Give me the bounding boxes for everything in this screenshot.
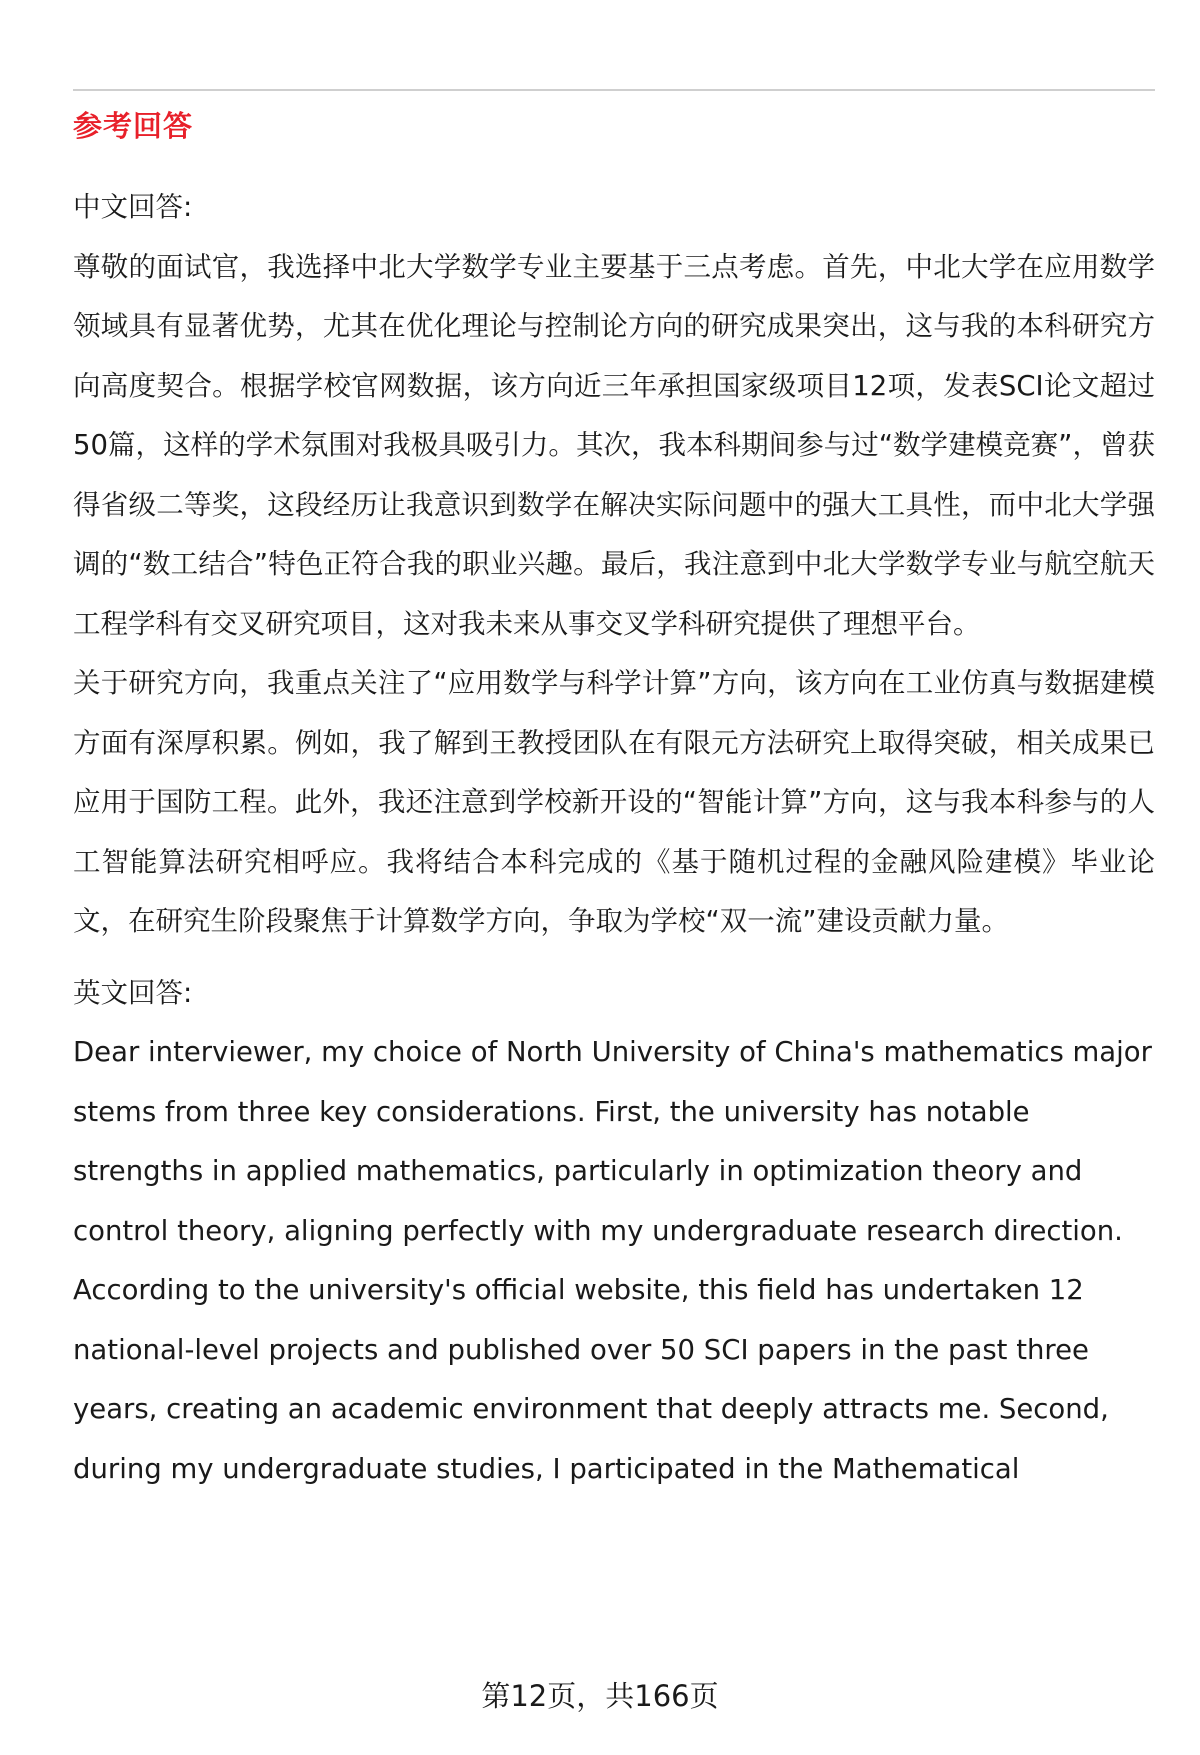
answer-body [73,178,1155,1499]
section-title: 参考回答 [73,109,194,143]
english-paragraph: Dear interviewer, my choice of North University of China's mathematics major stems from three key considerations. First, the university has notable strengths in applied mathematics, particularly in optimization theory and control theory, aligning perfectly with my undergraduate research direction. According to the university's official website, this field has undertaken 12 national-level projects and published over 50 SCI papers in the past three years, creating an academic environment that deeply attracts me. Second, during my undergraduate studies, I participated in the Mathematical [73,1036,1152,1485]
chinese-answer-label: 中文回答: [73,191,193,223]
english-answer-label: 英文回答: [73,976,193,1009]
chinese-paragraph-2: 关于研究方向，我重点关注了“应用数学与科学计算”方向，该方向在工业仿真与数据建模方面有深厚积累。例如，我了解到王教授团队在有限元方法研究上取得突破，相关成果已应用于国防工程。此外，我还注意到学校新开设的“智能计算”方向，这与我本科参与的人工智能算法研究相呼应。我将结合本科完成的《基于随机过程的金融风险建模》毕业论文，在研究生阶段聚焦于计算数学方向，争取为学校“双一流”建设贡献力量。 [73,667,1155,937]
chinese-paragraph-1: 尊敬的面试官，我选择中北大学数学专业主要基于三点考虑。首先，中北大学在应用数学领域具有显著优势，尤其在优化理论与控制论方向的研究成果突出，这与我的本科研究方向高度契合。根据学校官网数据，该方向近三年承担国家级项目12项，发表SCI论文超过50篇，这样的学术氛围对我极具吸引力。其次，我本科期间参与过“数学建模竞赛”，曾获得省级二等奖，这段经历让我意识到数学在解决实际问题中的强大工具性，而中北大学强调的“数工结合”特色正符合我的职业兴趣。最后，我注意到中北大学数学专业与航空航天工程学科有交叉研究项目，这对我未来从事交叉学科研究提供了理想平台。 [73,250,1155,640]
page-number-footer: 第12页，共166页 [481,1679,719,1713]
top-divider [73,89,1155,91]
paragraph-spacer [73,952,1155,964]
